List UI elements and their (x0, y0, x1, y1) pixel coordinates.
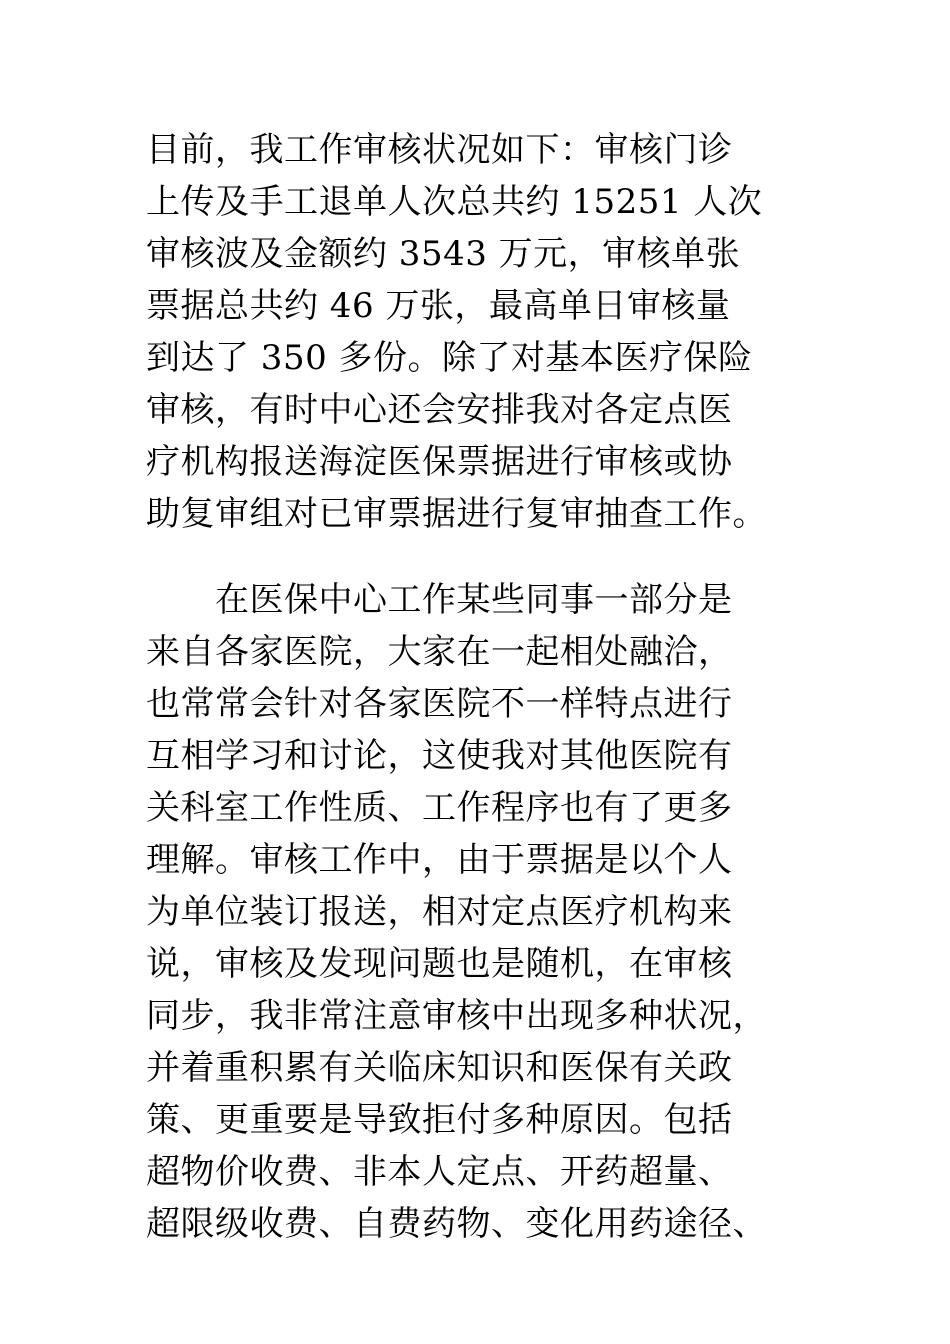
text-line: 策、更重要是导致拒付多种原因。包括 (146, 1100, 733, 1140)
text-line: 票据总共约 46 万张，最高单日审核量 (146, 286, 731, 326)
text-line: 同步，我非常注意审核中出现多种状况， (146, 996, 767, 1036)
text-line: 到达了 350 多份。除了对基本医疗保险 (146, 338, 753, 378)
paragraph-2 (146, 574, 836, 1250)
text-line: 并着重积累有关临床知识和医保有关政 (146, 1048, 733, 1088)
text-line: 超限级收费、自费药物、变化用药途径、 (146, 1204, 767, 1244)
text-line: 助复审组对已审票据进行复审抽查工作。 (146, 494, 767, 534)
text-line: 审核，有时中心还会安排我对各定点医 (146, 390, 733, 430)
text-line: 关科室工作性质、工作程序也有了更多 (146, 788, 733, 828)
text-line: 上传及手工退单人次总共约 15251 人次 (146, 182, 763, 222)
text-line: 审核波及金额约 3543 万元，审核单张 (146, 234, 741, 274)
text-line: 理解。审核工作中，由于票据是以个人 (146, 840, 733, 880)
text-line: 在医保中心工作某些同事一部分是 (146, 580, 733, 620)
text-line: 说，审核及发现问题也是随机，在审核 (146, 944, 733, 984)
text-line: 为单位装订报送，相对定点医疗机构来 (146, 892, 733, 932)
text-line: 疗机构报送海淀医保票据进行审核或协 (146, 442, 733, 482)
text-line: 超物价收费、非本人定点、开药超量、 (146, 1152, 733, 1192)
text-line: 来自各家医院，大家在一起相处融洽， (146, 632, 733, 672)
text-line: 互相学习和讨论，这使我对其他医院有 (146, 736, 733, 776)
paragraph-1 (146, 124, 836, 540)
text-line: 也常常会针对各家医院不一样特点进行 (146, 684, 733, 724)
text-line: 目前，我工作审核状况如下：审核门诊 (146, 130, 733, 170)
